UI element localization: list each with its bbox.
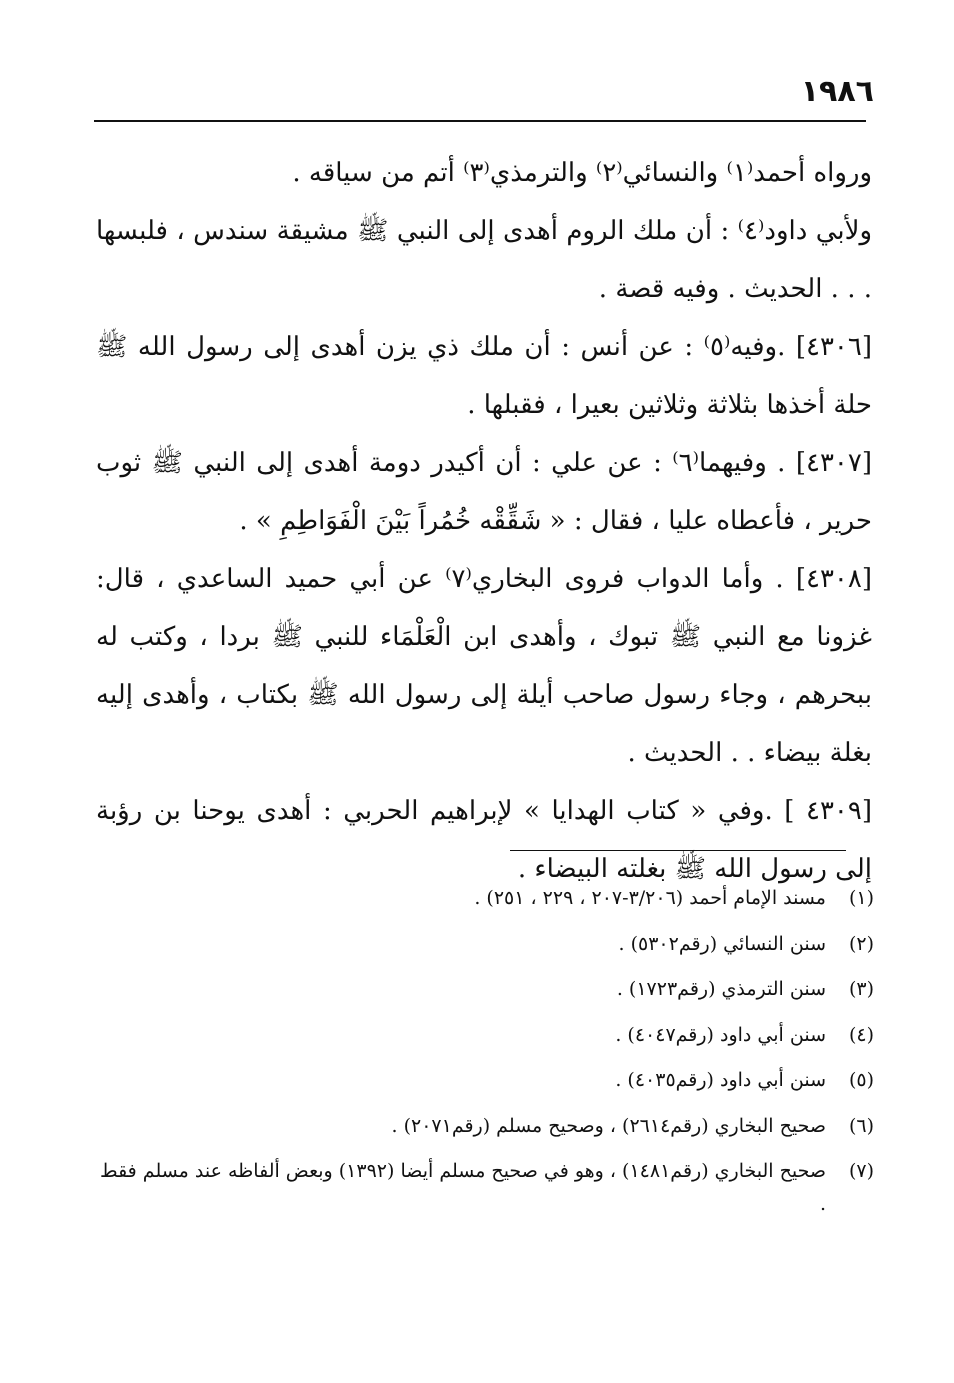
footnotes bbox=[100, 876, 874, 1221]
paragraph-4306: [٤٣٠٦] .وفيه⁽٥⁾ : عن أنس : أن ملك ذي يزن أهدى إلى رسول الله ﷺ حلة أخذها بثلاثة وثلاثين بعيرا ، فقبلها . bbox=[96, 332, 873, 420]
paragraph-4309: [٤٣٠٩ ] .وفي « كتاب الهدايا » لإبراهيم الحربي : أهدى يوحنا بن رؤبة إلى رسول الله ﷺ بغلته البيضاء . bbox=[96, 796, 872, 884]
footnote-4 bbox=[100, 1013, 874, 1059]
footnote-5 bbox=[100, 1058, 874, 1104]
footnote-text: سنن النسائي (رقم٥٣٠٢) . bbox=[618, 932, 826, 955]
paragraph-4308: [٤٣٠٨] . وأما الدواب فروى البخاري⁽٧⁾ عن أبي حميد الساعدي ، قال: غزونا مع النبي ﷺ تبوك ، وأهدى ابن الْعَلْمَاء للنبي ﷺ بردا ، وكتب له ببحرهم ، وجاء رسول صاحب أيلة إلى رسول الله ﷺ بكتاب ، وأهدى إليه بغلة بيضاء . . الحديث . bbox=[96, 564, 872, 768]
footnote-separator bbox=[510, 850, 846, 851]
footnote-text: سنن أبي داود (رقم٤٠٤٧) . bbox=[615, 1023, 826, 1046]
footnote-7 bbox=[100, 1149, 874, 1221]
footnote-number: (٧) bbox=[848, 1160, 874, 1182]
footnote-number: (٢) bbox=[848, 932, 874, 955]
paragraph-4307: [٤٣٠٧] . وفيهما⁽٦⁾ : عن علي : أن أكيدر دومة أهدى إلى النبي ﷺ ثوب حرير ، فأعطاه عليا ، فقال : « شَقِّقْه خُمُراً بَيْنَ الْفَوَاطِمِ » . bbox=[96, 448, 872, 536]
paragraph-1: ورواه أحمد⁽١⁾ والنسائي⁽٢⁾ والترمذي⁽٣⁾ أتم من سياقه . bbox=[292, 158, 872, 188]
footnote-number: (٣) bbox=[848, 978, 874, 1000]
footnote-2 bbox=[100, 922, 874, 968]
page-number: ١٩٨٦ bbox=[800, 74, 874, 109]
header-rule bbox=[94, 120, 866, 122]
footnote-number: (٤) bbox=[848, 1023, 874, 1046]
footnote-1 bbox=[100, 876, 874, 922]
footnote-text: سنن الترمذي (رقم١٧٢٣) . bbox=[616, 978, 826, 1000]
footnote-6 bbox=[100, 1104, 874, 1150]
footnote-number: (٦) bbox=[848, 1114, 874, 1137]
footnote-number: (١) bbox=[848, 887, 874, 909]
footnote-number: (٥) bbox=[848, 1069, 874, 1091]
footnote-text: صحيح البخاري (رقم٢٦١٤) ، وصحيح مسلم (رقم٢٠٧١) . bbox=[391, 1114, 826, 1137]
footnote-text: مسند الإمام أحمد (٣/٢٠٦-٢٠٧ ، ٢٢٩ ، ٢٥١) . bbox=[474, 887, 826, 909]
paragraph-2: ولأبي داود⁽٤⁾ : أن ملك الروم أهدى إلى النبي ﷺ مشيقة سندس ، فلبسها . . . الحديث . وفيه قصة . bbox=[96, 216, 872, 304]
footnote-text: صحيح البخاري (رقم١٤٨١) ، وهو في صحيح مسلم أيضا (١٣٩٢) وبعض ألفاظه عند مسلم فقط . bbox=[100, 1160, 826, 1215]
footnote-3 bbox=[100, 967, 874, 1013]
footnote-text: سنن أبي داود (رقم٤٠٣٥) . bbox=[615, 1069, 826, 1091]
main-text bbox=[96, 144, 872, 898]
